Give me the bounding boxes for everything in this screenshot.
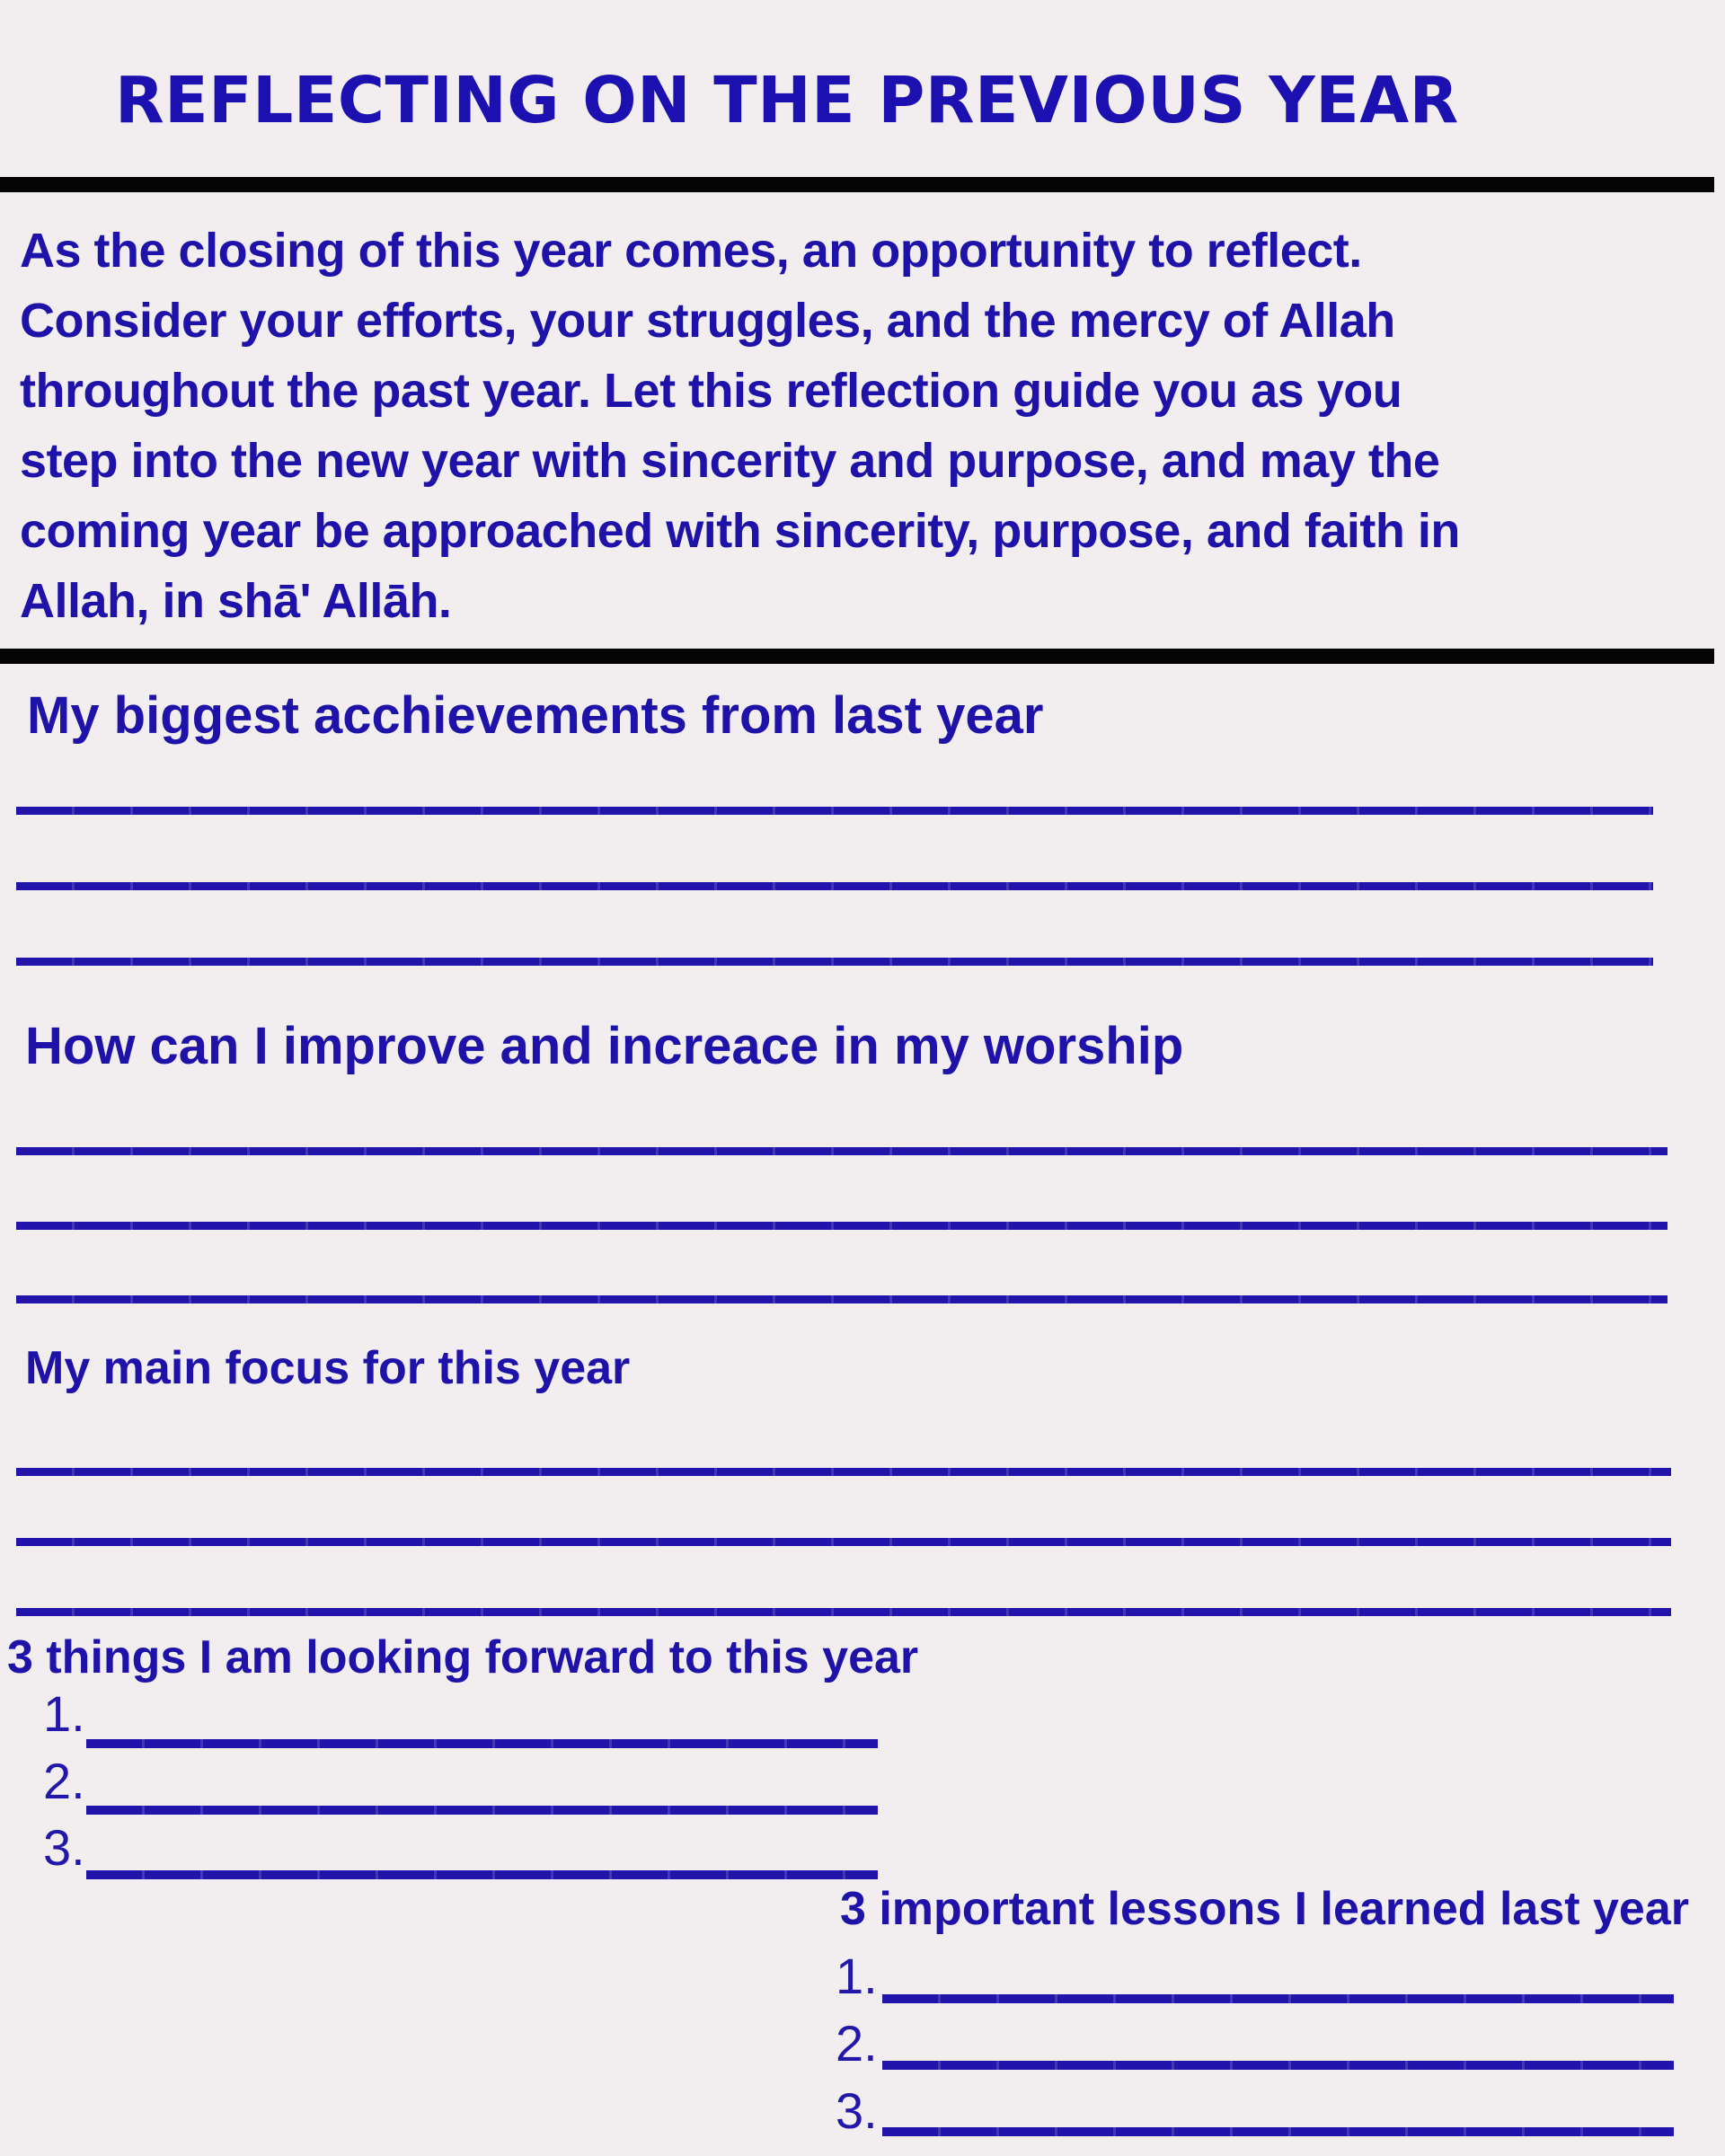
answer-line: [882, 1994, 1674, 2003]
answer-line: [882, 2061, 1674, 2070]
answer-line: [16, 1608, 1671, 1616]
answer-line: [16, 1295, 1668, 1303]
intro-line: step into the new year with sincerity and purpose, and may the: [20, 434, 1440, 488]
divider-bar-top: [0, 177, 1714, 192]
intro-line: throughout the past year. Let this reflection guide you as you: [20, 364, 1402, 418]
intro-line: Allah, in shā' Allāh.: [20, 574, 452, 628]
answer-line: [16, 1538, 1671, 1546]
list-item-number: 3.: [43, 1819, 85, 1876]
answer-line: [86, 1739, 878, 1748]
intro-line: coming year be approached with sincerity, purpose, and faith in: [20, 504, 1460, 558]
answer-line: [16, 1147, 1668, 1155]
answer-line: [16, 1468, 1671, 1476]
answer-line: [882, 2127, 1674, 2136]
intro-line: As the closing of this year comes, an opportunity to reflect.: [20, 224, 1362, 278]
list-item-number: 3.: [836, 2082, 878, 2139]
answer-line: [16, 958, 1653, 966]
section-heading-worship: How can I improve and increace in my worship: [25, 1017, 1184, 1075]
answer-line: [16, 1222, 1668, 1230]
section-heading-focus: My main focus for this year: [25, 1342, 631, 1394]
list-item-number: 1.: [836, 1948, 878, 2004]
answer-line: [16, 882, 1653, 890]
answer-line: [86, 1870, 878, 1879]
list-heading-lessons: 3 important lessons I learned last year: [839, 1883, 1689, 1935]
list-item-number: 1.: [43, 1685, 85, 1742]
answer-line: [86, 1806, 878, 1815]
list-item-number: 2.: [43, 1753, 85, 1809]
answer-line: [16, 807, 1653, 815]
section-heading-achievements: My biggest acchievements from last year: [27, 686, 1044, 745]
intro-paragraph: [20, 216, 1460, 636]
intro-line: Consider your efforts, your struggles, and the mercy of Allah: [20, 294, 1395, 348]
list-item-number: 2.: [836, 2015, 878, 2072]
page-title: REFLECTING ON THE PREVIOUS YEAR: [115, 63, 1459, 137]
list-heading-looking-forward: 3 things I am looking forward to this year: [7, 1631, 919, 1683]
divider-bar-bottom: [0, 649, 1714, 664]
